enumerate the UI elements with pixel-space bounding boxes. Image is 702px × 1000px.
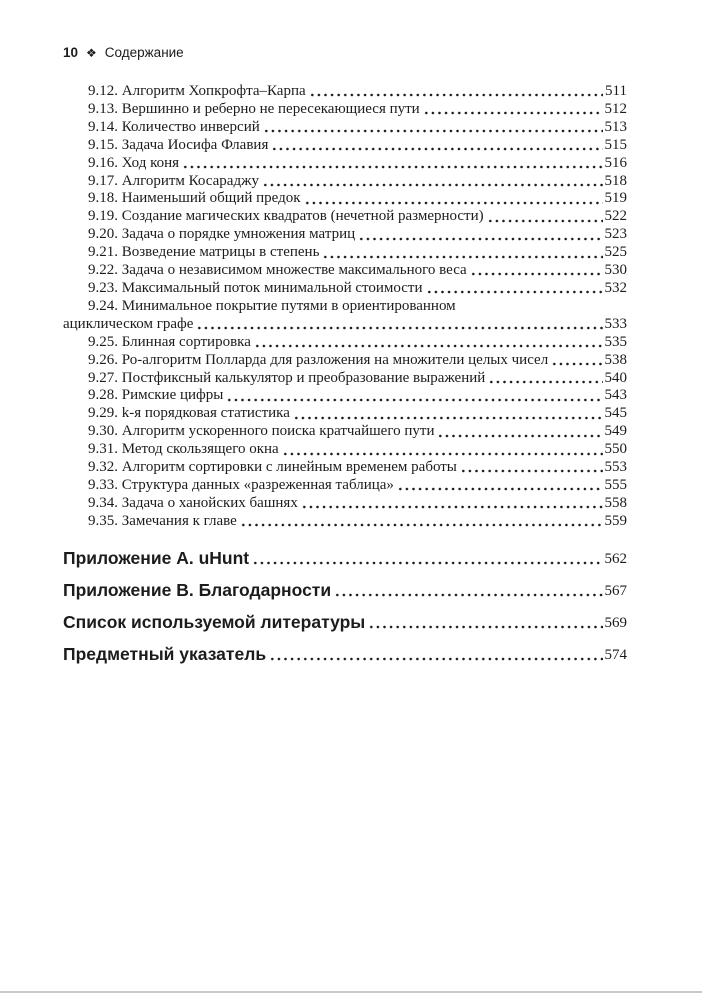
section-title: Приложение A. uHunt: [63, 547, 250, 568]
dot-leader: [334, 593, 602, 597]
entry-page-number: 515: [604, 136, 627, 153]
toc-entry: [63, 226, 627, 244]
entry-title-line2: ациклическом графе: [63, 315, 194, 332]
entry-title: 9.26. Ро-алгоритм Полларда для разложения на множители целых чисел: [88, 351, 549, 368]
dot-leader: [460, 469, 603, 473]
entry-title: 9.17. Алгоритм Косараджу: [88, 172, 259, 189]
toc-entry: [63, 423, 627, 441]
dot-leader: [437, 434, 602, 438]
entry-title: 9.31. Метод скользящего окна: [88, 441, 279, 458]
entry-title: 9.23. Максимальный поток минимальной стоимости: [88, 279, 423, 296]
entry-title: 9.32. Алгоритм сортировки с линейным временем работы: [88, 459, 457, 476]
toc-sections-list: [63, 548, 627, 665]
toc-entry: [63, 477, 627, 495]
page-number: 10: [63, 45, 79, 60]
entry-page-number: 540: [604, 369, 627, 386]
entry-title: 9.29. k-я порядковая статистика: [88, 405, 290, 422]
entry-page-number: 523: [604, 226, 627, 243]
dot-leader: [423, 111, 603, 115]
dot-leader: [322, 255, 602, 259]
entry-page-number: 559: [604, 512, 627, 529]
entry-page-number: 549: [604, 423, 627, 440]
entry-page-number: 550: [604, 441, 627, 458]
dot-leader: [309, 93, 603, 97]
entry-title: 9.15. Задача Иосифа Флавия: [88, 136, 269, 153]
toc-entry: [63, 370, 627, 388]
dot-leader: [304, 201, 603, 205]
toc-section-entry: [63, 644, 627, 665]
dot-leader: [226, 398, 602, 402]
entry-page-number: 519: [604, 190, 627, 207]
dot-leader: [488, 380, 602, 384]
dot-leader: [240, 523, 603, 527]
entry-page-number: 512: [604, 100, 627, 117]
entry-page-number: 533: [604, 315, 627, 332]
entry-page-number: 525: [604, 244, 627, 261]
entry-title: 9.18. Наименьший общий предок: [88, 190, 301, 207]
toc-entry: [63, 405, 627, 423]
entry-page-number: 545: [604, 405, 627, 422]
dot-leader: [196, 326, 602, 330]
toc-section-entry: [63, 612, 627, 633]
entry-page-number: 555: [604, 476, 627, 493]
entry-page-number: 538: [604, 351, 627, 368]
toc-entry: [63, 513, 627, 531]
toc-entry: [63, 208, 627, 226]
entry-page-number: 516: [604, 154, 627, 171]
section-page-number: 567: [604, 582, 627, 599]
section-title: Предметный указатель: [63, 643, 267, 664]
toc-entry: [63, 262, 627, 280]
entry-title: 9.14. Количество инверсий: [88, 118, 260, 135]
section-title: Приложение B. Благодарности: [63, 579, 332, 600]
dot-leader: [269, 657, 602, 661]
page-bottom-edge: [0, 991, 702, 993]
toc-entry: [63, 244, 627, 262]
entry-title-line1: 9.24. Минимальное покрытие путями в ориентированном: [88, 297, 456, 314]
dot-leader: [262, 183, 603, 187]
toc-entry: [63, 495, 627, 513]
entry-title: 9.25. Блинная сортировка: [88, 333, 251, 350]
entry-title: 9.33. Структура данных «разреженная таблица»: [88, 476, 394, 493]
dot-leader: [254, 344, 603, 348]
entry-title: 9.13. Вершинно и реберно не пересекающиеся пути: [88, 100, 420, 117]
toc-section-entry: [63, 580, 627, 601]
dot-leader: [368, 625, 602, 629]
dot-leader: [487, 219, 603, 223]
entry-title: 9.28. Римские цифры: [88, 387, 224, 404]
entry-page-number: 511: [605, 83, 627, 99]
entry-title: 9.12. Алгоритм Хопкрофта–Карпа: [88, 83, 306, 99]
dot-leader: [271, 147, 602, 151]
entry-page-number: 553: [604, 459, 627, 476]
entry-title: 9.30. Алгоритм ускоренного поиска кратчайшего пути: [88, 423, 435, 440]
toc-entry: [63, 352, 627, 370]
dot-leader: [470, 272, 603, 276]
entry-title: 9.22. Задача о независимом множестве максимального веса: [88, 262, 467, 279]
dot-leader: [426, 290, 603, 294]
dot-leader: [182, 165, 602, 169]
toc-entry: [63, 101, 627, 119]
entry-title: 9.19. Создание магических квадратов (нечетной размерности): [88, 208, 484, 225]
entry-title: 9.20. Задача о порядке умножения матриц: [88, 226, 356, 243]
running-header: [63, 45, 627, 60]
entry-page-number: 543: [604, 387, 627, 404]
section-page-number: 562: [604, 550, 627, 567]
toc-entry: [63, 298, 627, 334]
entry-page-number: 518: [604, 172, 627, 189]
diamond-icon: ❖: [86, 45, 97, 60]
entry-title: 9.27. Постфиксный калькулятор и преобразование выражений: [88, 369, 486, 386]
toc-entry: [63, 173, 627, 191]
toc-entry: [63, 119, 627, 137]
toc-section-entry: [63, 548, 627, 569]
entry-page-number: 530: [604, 262, 627, 279]
dot-leader: [282, 452, 603, 456]
entry-title: 9.21. Возведение матрицы в степень: [88, 244, 320, 261]
toc-entry: [63, 334, 627, 352]
toc-entry: [63, 441, 627, 459]
dot-leader: [252, 561, 602, 565]
toc-entry: [63, 387, 627, 405]
dot-leader: [358, 237, 602, 241]
toc-entry: [63, 190, 627, 208]
toc-entry: [63, 155, 627, 173]
toc-entries-list: [63, 83, 627, 531]
toc-entry: [63, 280, 627, 298]
toc-entry: [63, 137, 627, 155]
entry-title: 9.34. Задача о ханойских башнях: [88, 494, 298, 511]
toc-entry: [63, 459, 627, 477]
entry-page-number: 522: [604, 208, 627, 225]
section-title: Список используемой литературы: [63, 611, 366, 632]
dot-leader: [397, 487, 603, 491]
dot-leader: [551, 362, 602, 366]
toc-entry: [63, 83, 627, 101]
dot-leader: [301, 505, 603, 509]
entry-title: 9.35. Замечания к главе: [88, 512, 237, 529]
section-page-number: 569: [604, 614, 627, 631]
entry-page-number: 535: [604, 333, 627, 350]
entry-page-number: 532: [604, 279, 627, 296]
entry-page-number: 558: [604, 494, 627, 511]
entry-page-number: 513: [604, 118, 627, 135]
section-page-number: 574: [604, 646, 627, 663]
header-title: Содержание: [104, 45, 184, 60]
entry-title: 9.16. Ход коня: [88, 154, 180, 171]
dot-leader: [293, 416, 603, 420]
dot-leader: [263, 129, 603, 133]
